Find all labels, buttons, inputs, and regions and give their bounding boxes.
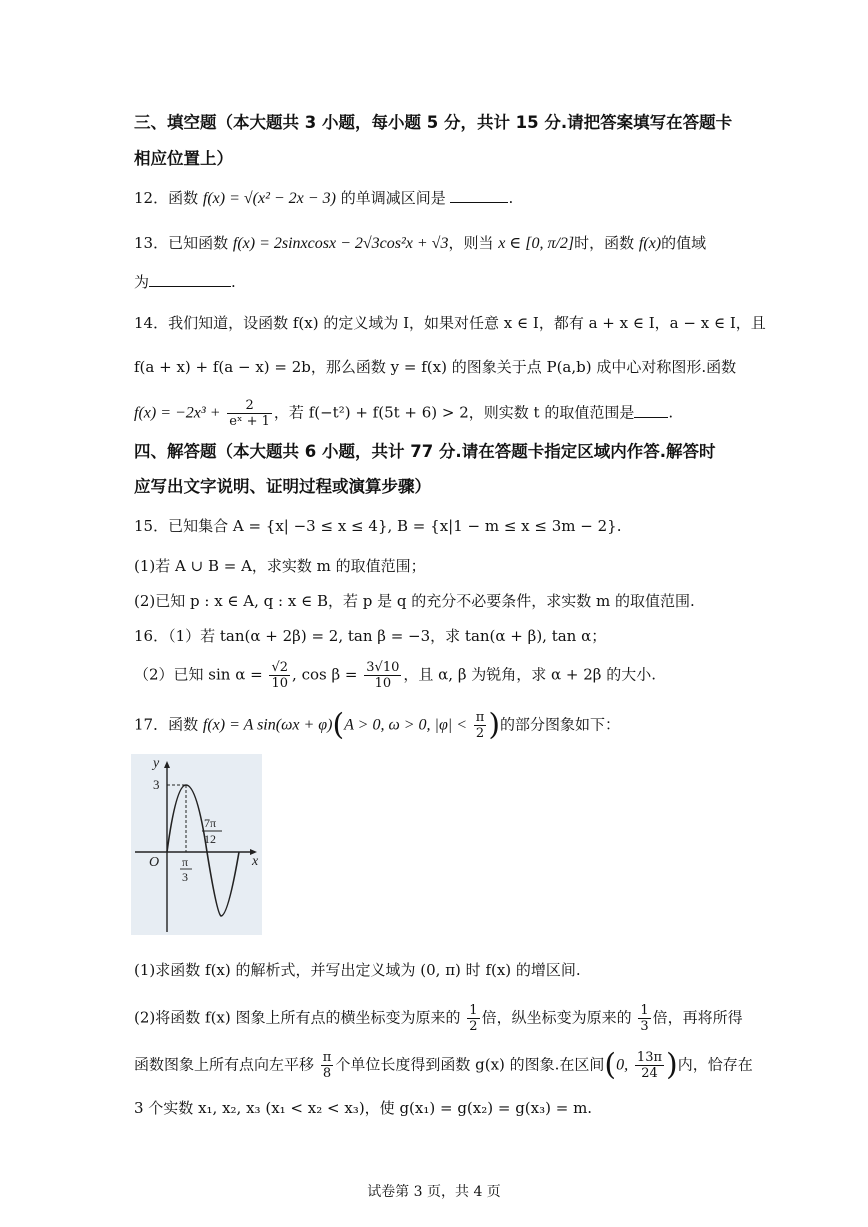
question-15: 15．已知集合 A = {x| −3 ≤ x ≤ 4}, B = {x|1 − m ≤ x ≤ 3m − 2}. [134, 517, 622, 535]
q17-interval-paren-left: ( [604, 1047, 617, 1083]
q16-cos-den: 10 [374, 676, 392, 691]
q12-prefix: 12．函数 [134, 189, 199, 207]
q17-interval-paren-right: ) [666, 1047, 678, 1083]
tick-7pi12-num: 7π [204, 816, 217, 830]
q16-part2-prefix: （2）已知 sin α = [134, 665, 263, 684]
q17-paren-left: ( [332, 707, 345, 743]
question-12 [134, 188, 513, 209]
question-16-part1: 16．（1）若 tan(α + 2β) = 2, tan β = −3，求 tan(α + β), tan α； [134, 627, 607, 645]
q13-end: . [231, 273, 236, 291]
q17-part2-a: (2)将函数 f(x) 图象上所有点的横坐标变为原来的 [134, 1008, 461, 1027]
sine-graph [131, 754, 262, 935]
q14-fraction [227, 398, 272, 429]
q17-part2-b: 倍，纵坐标变为原来的 [481, 1008, 632, 1027]
q12-expression: f(x) = √(x² − 2x − 3) [202, 190, 336, 207]
q14-frac-den: eˣ + 1 [229, 414, 270, 429]
q17-cond-fraction [474, 710, 487, 741]
question-15-part1: (1)若 A ∪ B = A，求实数 m 的取值范围； [134, 557, 426, 575]
q16-part2-suffix: ，且 α, β 为锐角，求 α + 2β 的大小. [403, 665, 657, 684]
section3-title: 三、填空题（本大题共 3 小题，每小题 5 分，共计 15 分.请把答案填写在答题卡 [134, 113, 733, 132]
q17-part2-c: 倍，再将所得 [652, 1008, 743, 1027]
q17-paren-right: ) [488, 707, 501, 743]
q16-sin-num: √2 [271, 660, 289, 675]
q13-line2-prefix: 为 [134, 273, 150, 291]
section3-title-cont: 相应位置上） [134, 149, 233, 168]
q14-answer-blank [634, 403, 668, 418]
q17-cond-den: 2 [475, 726, 485, 741]
q17-half-den: 2 [469, 1019, 478, 1034]
q17-interval-left: 0, [616, 1056, 629, 1074]
q13-condition: x ∈ [0, π/2] [498, 235, 575, 252]
question-17 [134, 707, 621, 743]
q13-expression: f(x) = 2sinxcosx − 2√3cos²x + √3 [232, 235, 449, 252]
tick-pi3-num: π [182, 855, 189, 869]
q17-interval-fraction [635, 1050, 664, 1081]
question-17-part2-line2 [134, 1047, 753, 1083]
question-14-line1: 14．我们知道，设函数 f(x) 的定义域为 I，如果对任意 x ∈ I，都有 a + x ∈ I，a − x ∈ I，且 [134, 314, 766, 332]
question-17-part2 [134, 1003, 743, 1034]
q16-cos-num: 3√10 [366, 660, 400, 675]
q17-line3-c: 内，恰存在 [677, 1055, 753, 1074]
section4-title-cont: 应写出文字说明、证明过程或演算步骤） [134, 477, 431, 496]
sine-curve [167, 785, 239, 916]
y-axis-arrow [164, 761, 170, 768]
origin-label: O [149, 855, 160, 870]
q16-cos-fraction [364, 660, 401, 691]
tick-7pi12-den: 12 [204, 832, 216, 846]
q17-shift-den: 8 [322, 1066, 332, 1081]
section4-title: 四、解答题（本大题共 6 小题，共计 77 分.请在答题卡指定区域内作答.解答时 [134, 442, 716, 461]
q12-suffix: 的单调减区间是 [340, 189, 446, 207]
question-14-line2: f(a + x) + f(a − x) = 2b，那么函数 y = f(x) 的图象关于点 P(a,b) 成中心对称图形.函数 [134, 358, 737, 376]
q12-end: . [508, 189, 514, 207]
q14-frac-num: 2 [227, 398, 272, 414]
q17-cond-left: A > 0, ω > 0, |φ| < [344, 716, 467, 734]
question-14-line3 [134, 398, 673, 429]
q17-shift-fraction [321, 1050, 334, 1081]
q17-third-den: 3 [640, 1019, 649, 1034]
q17-line3-a: 函数图象上所有点向左平移 [134, 1055, 315, 1074]
q14-end: . [668, 403, 674, 422]
q16-sin-den: 10 [271, 676, 289, 691]
q17-expression: f(x) = A sin(ωx + φ) [202, 716, 333, 734]
question-15-part2: (2)已知 p : x ∈ A, q : x ∈ B，若 p 是 q 的充分不必要条件，求实数 m 的取值范围. [134, 592, 695, 610]
q17-suffix: 的部分图象如下： [500, 715, 621, 734]
q17-third-fraction [638, 1003, 650, 1034]
q13-fx: f(x) [638, 235, 662, 252]
q17-interval-den: 24 [641, 1066, 658, 1081]
q13-suffix: 时，函数 [574, 234, 635, 252]
question-13-cont [134, 272, 236, 292]
question-17-part1: (1)求函数 f(x) 的解析式，并写出定义域为 (0, π) 时 f(x) 的增区间. [134, 961, 581, 979]
q17-half-num: 1 [469, 1003, 478, 1018]
q13-answer-blank [149, 272, 231, 287]
page-footer: 试卷第 3 页，共 4 页 [367, 1184, 501, 1200]
y-axis-label: y [153, 756, 160, 771]
tick-pi3-den: 3 [182, 870, 188, 884]
q16-sin-fraction [269, 660, 290, 691]
x-axis-label: x [252, 854, 259, 869]
q16-cos-label: , cos β = [292, 665, 358, 684]
q13-prefix: 13．已知函数 [134, 234, 229, 252]
q12-answer-blank [450, 188, 508, 203]
q17-line3-b: 个单位长度得到函数 g(x) 的图象.在区间 [335, 1055, 605, 1074]
q17-shift-num: π [322, 1050, 332, 1065]
q17-half-fraction [467, 1003, 479, 1034]
q13-mid: ，则当 [448, 234, 494, 252]
max-value-label: 3 [153, 777, 160, 792]
question-16-part2 [134, 660, 656, 691]
q17-third-num: 1 [640, 1003, 649, 1018]
q17-cond-num: π [475, 710, 485, 725]
q14-rest: ，若 f(−t²) + f(5t + 6) > 2，则实数 t 的取值范围是 [273, 403, 635, 422]
question-17-part2-line3: 3 个实数 x₁, x₂, x₃ (x₁ < x₂ < x₃)，使 g(x₁) = g(x₂) = g(x₃) = m. [134, 1099, 593, 1117]
q17-prefix: 17．函数 [134, 715, 199, 734]
q14-expr-left: f(x) = −2x³ + [134, 404, 221, 422]
q17-interval-num: 13π [636, 1050, 663, 1065]
q13-suffix2: 的值域 [661, 234, 707, 252]
question-13 [134, 233, 706, 254]
